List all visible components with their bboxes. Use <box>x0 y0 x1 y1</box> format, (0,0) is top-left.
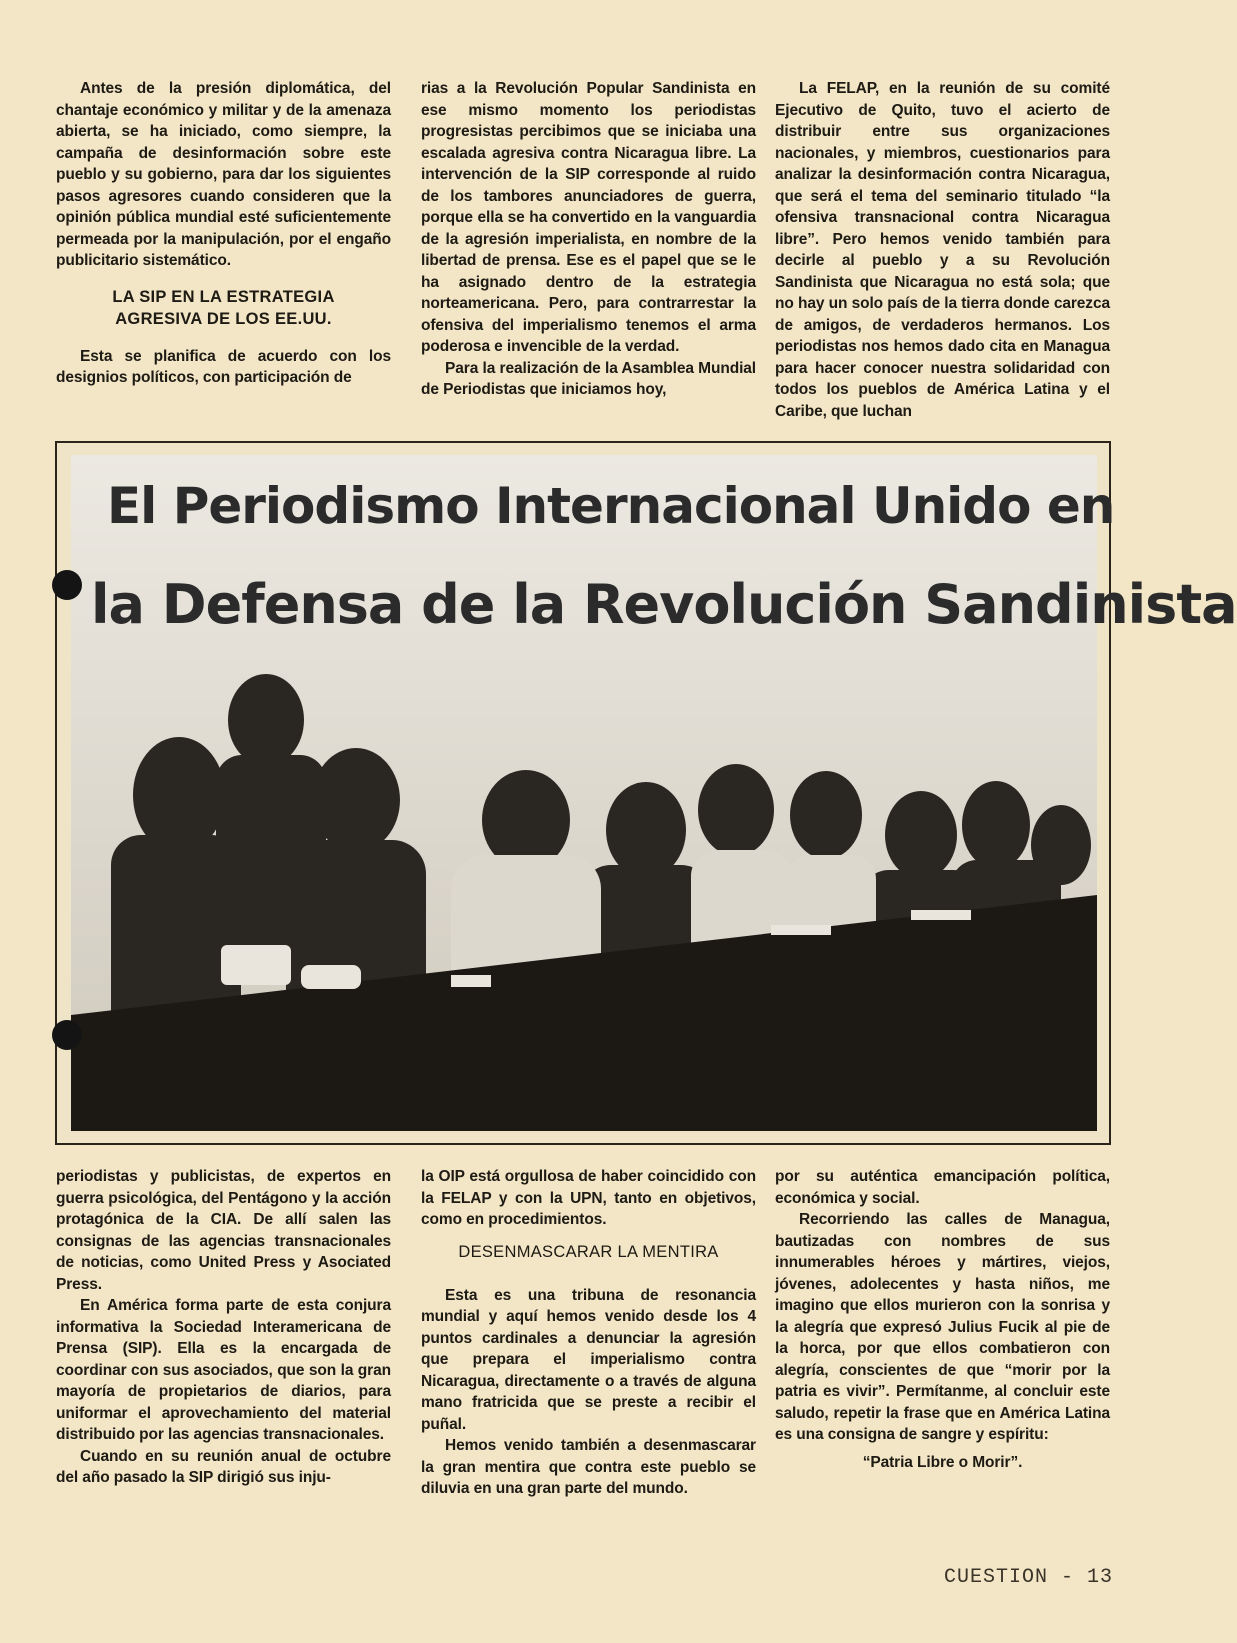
paragraph: periodistas y publicistas, de expertos en guerra psicológica, del Pentágono y la acción protagónica de la CIA. De allí salen las consignas de las agencias transnacionales de noticias, como United Press y Asociated Press. <box>56 1168 391 1293</box>
paragraph: rias a la Revolución Popular Sandinista en ese mismo momento los periodistas progresistas percibimos que se iniciaba una escalada agresiva contra Nicaragua libre. La intervención de la SIP corresponde al ruido de los tambores anunciadores de guerra, porque ella se ha convertido en la vanguardia de la agresión imperialista, en nombre de la libertad de prensa. Ese es el papel que se le ha asignado dentro de la estrategia norteamericana. Pero, para contrarrestar la ofensiva del imperialismo tenemos el arma poderosa e invencible de la verdad. <box>421 80 756 355</box>
banner-line-1: El Periodismo Internacional Unido en <box>107 477 1115 535</box>
photo-frame <box>55 441 1237 1145</box>
section-heading-line: LA SIP EN LA ESTRATEGIA <box>112 287 335 306</box>
section-heading-sip <box>56 286 391 330</box>
paragraph: En América forma parte de esta conjura informativa la Sociedad Interamericana de Prensa (SIP). Ella es la encargada de coordinar con sus asociados, que son la gran mayoría de propietarios de diarios, para uniformar el aprovechamiento del material distribuido por las agencias transnacionales. <box>56 1297 391 1443</box>
paragraph: Esta es una tribuna de resonancia mundial y aquí hemos venido desde los 4 puntos cardinales a denunciar la agresión que prepara el imperialismo contra Nicaragua, directamente o a través de alguna mano fratricida que se preste a recibir el puñal. <box>421 1286 756 1433</box>
paragraph: por su auténtica emancipación política, económica y social. <box>775 1168 1110 1207</box>
paragraph: Hemos venido también a desenmascarar la gran mentira que contra este pueblo se diluvia en una gran parte del mundo. <box>421 1437 756 1497</box>
paragraph: Antes de la presión diplomática, del chantaje económico y militar y de la amenaza abierta, se ha iniciado, como siempre, la campaña de desinformación sobre este pueblo y su gobierno, para dar los siguientes pasos agresores cuando consideren que la opinión pública mundial esté suficientemente permeada por la manipulación, por el engaño publicitario sistemático. <box>56 80 391 269</box>
paragraph: la OIP está orgullosa de haber coincidido con la FELAP y con la UPN, tanto en objetivos, como en procedimientos. <box>421 1168 756 1228</box>
paragraph: Para la realización de la Asamblea Mundial de Periodistas que iniciamos hoy, <box>421 359 756 398</box>
binder-hole <box>52 570 82 600</box>
binder-hole <box>52 1020 82 1050</box>
top-column-1 <box>56 78 391 389</box>
bottom-column-3 <box>775 1166 1110 1473</box>
section-heading-desenmascarar: DESENMASCARAR LA MENTIRA <box>458 1242 719 1261</box>
bottom-column-1 <box>56 1166 391 1489</box>
press-conference-photo <box>71 455 1237 1131</box>
top-column-3 <box>775 78 1110 422</box>
top-column-2 <box>421 78 756 401</box>
paragraph: Cuando en su reunión anual de octubre del año pasado la SIP dirigió sus inju- <box>56 1447 391 1486</box>
paragraph: La FELAP, en la reunión de su comité Ejecutivo de Quito, tuvo el acierto de distribuir entre sus organizaciones nacionales, y miembros, cuestionarios para analizar la desinformación contra Nicaragua, que será el tema del seminario titulado “la ofensiva transnacional contra Nicaragua libre”. Pero hemos venido también para decirle al pueblo y a su Revolución Sandinista que Nicaragua no está sola; que no hay un solo país de la tierra donde carezca de amigos, de verdaderos hermanos. Los periodistas nos hemos dado cita en Managua para hacer conocer nuestra solidaridad con todos los pueblos de América Latina y el Caribe, que luchan <box>775 80 1110 420</box>
section-heading-line: AGRESIVA DE LOS EE.UU. <box>115 309 332 328</box>
photo-illustration <box>71 455 1097 1131</box>
bottom-column-2 <box>421 1166 756 1500</box>
banner-line-2: la Defensa de la Revolución Sandinista <box>91 573 1237 636</box>
page-folio: CUESTION - 13 <box>943 1566 1113 1589</box>
paragraph: Recorriendo las calles de Managua, bautizadas con nombres de sus innumerables héroes y mártires, viejos, jóvenes, adolecentes y hasta niños, me imagino que ellos murieron con la sonrisa y la alegría que expresó Julius Fucik al pie de la horca, por que ellos combatieron con alegría, conscientes de que “morir por la patria es vivir”. Permítanme, al concluir este saludo, repetir la frase que en América Latina es una consigna de sangre y espíritu: <box>775 1211 1110 1443</box>
paragraph: Esta se planifica de acuerdo con los designios políticos, con participación de <box>56 347 391 386</box>
closing-quote: “Patria Libre o Morir”. <box>862 1453 1023 1471</box>
